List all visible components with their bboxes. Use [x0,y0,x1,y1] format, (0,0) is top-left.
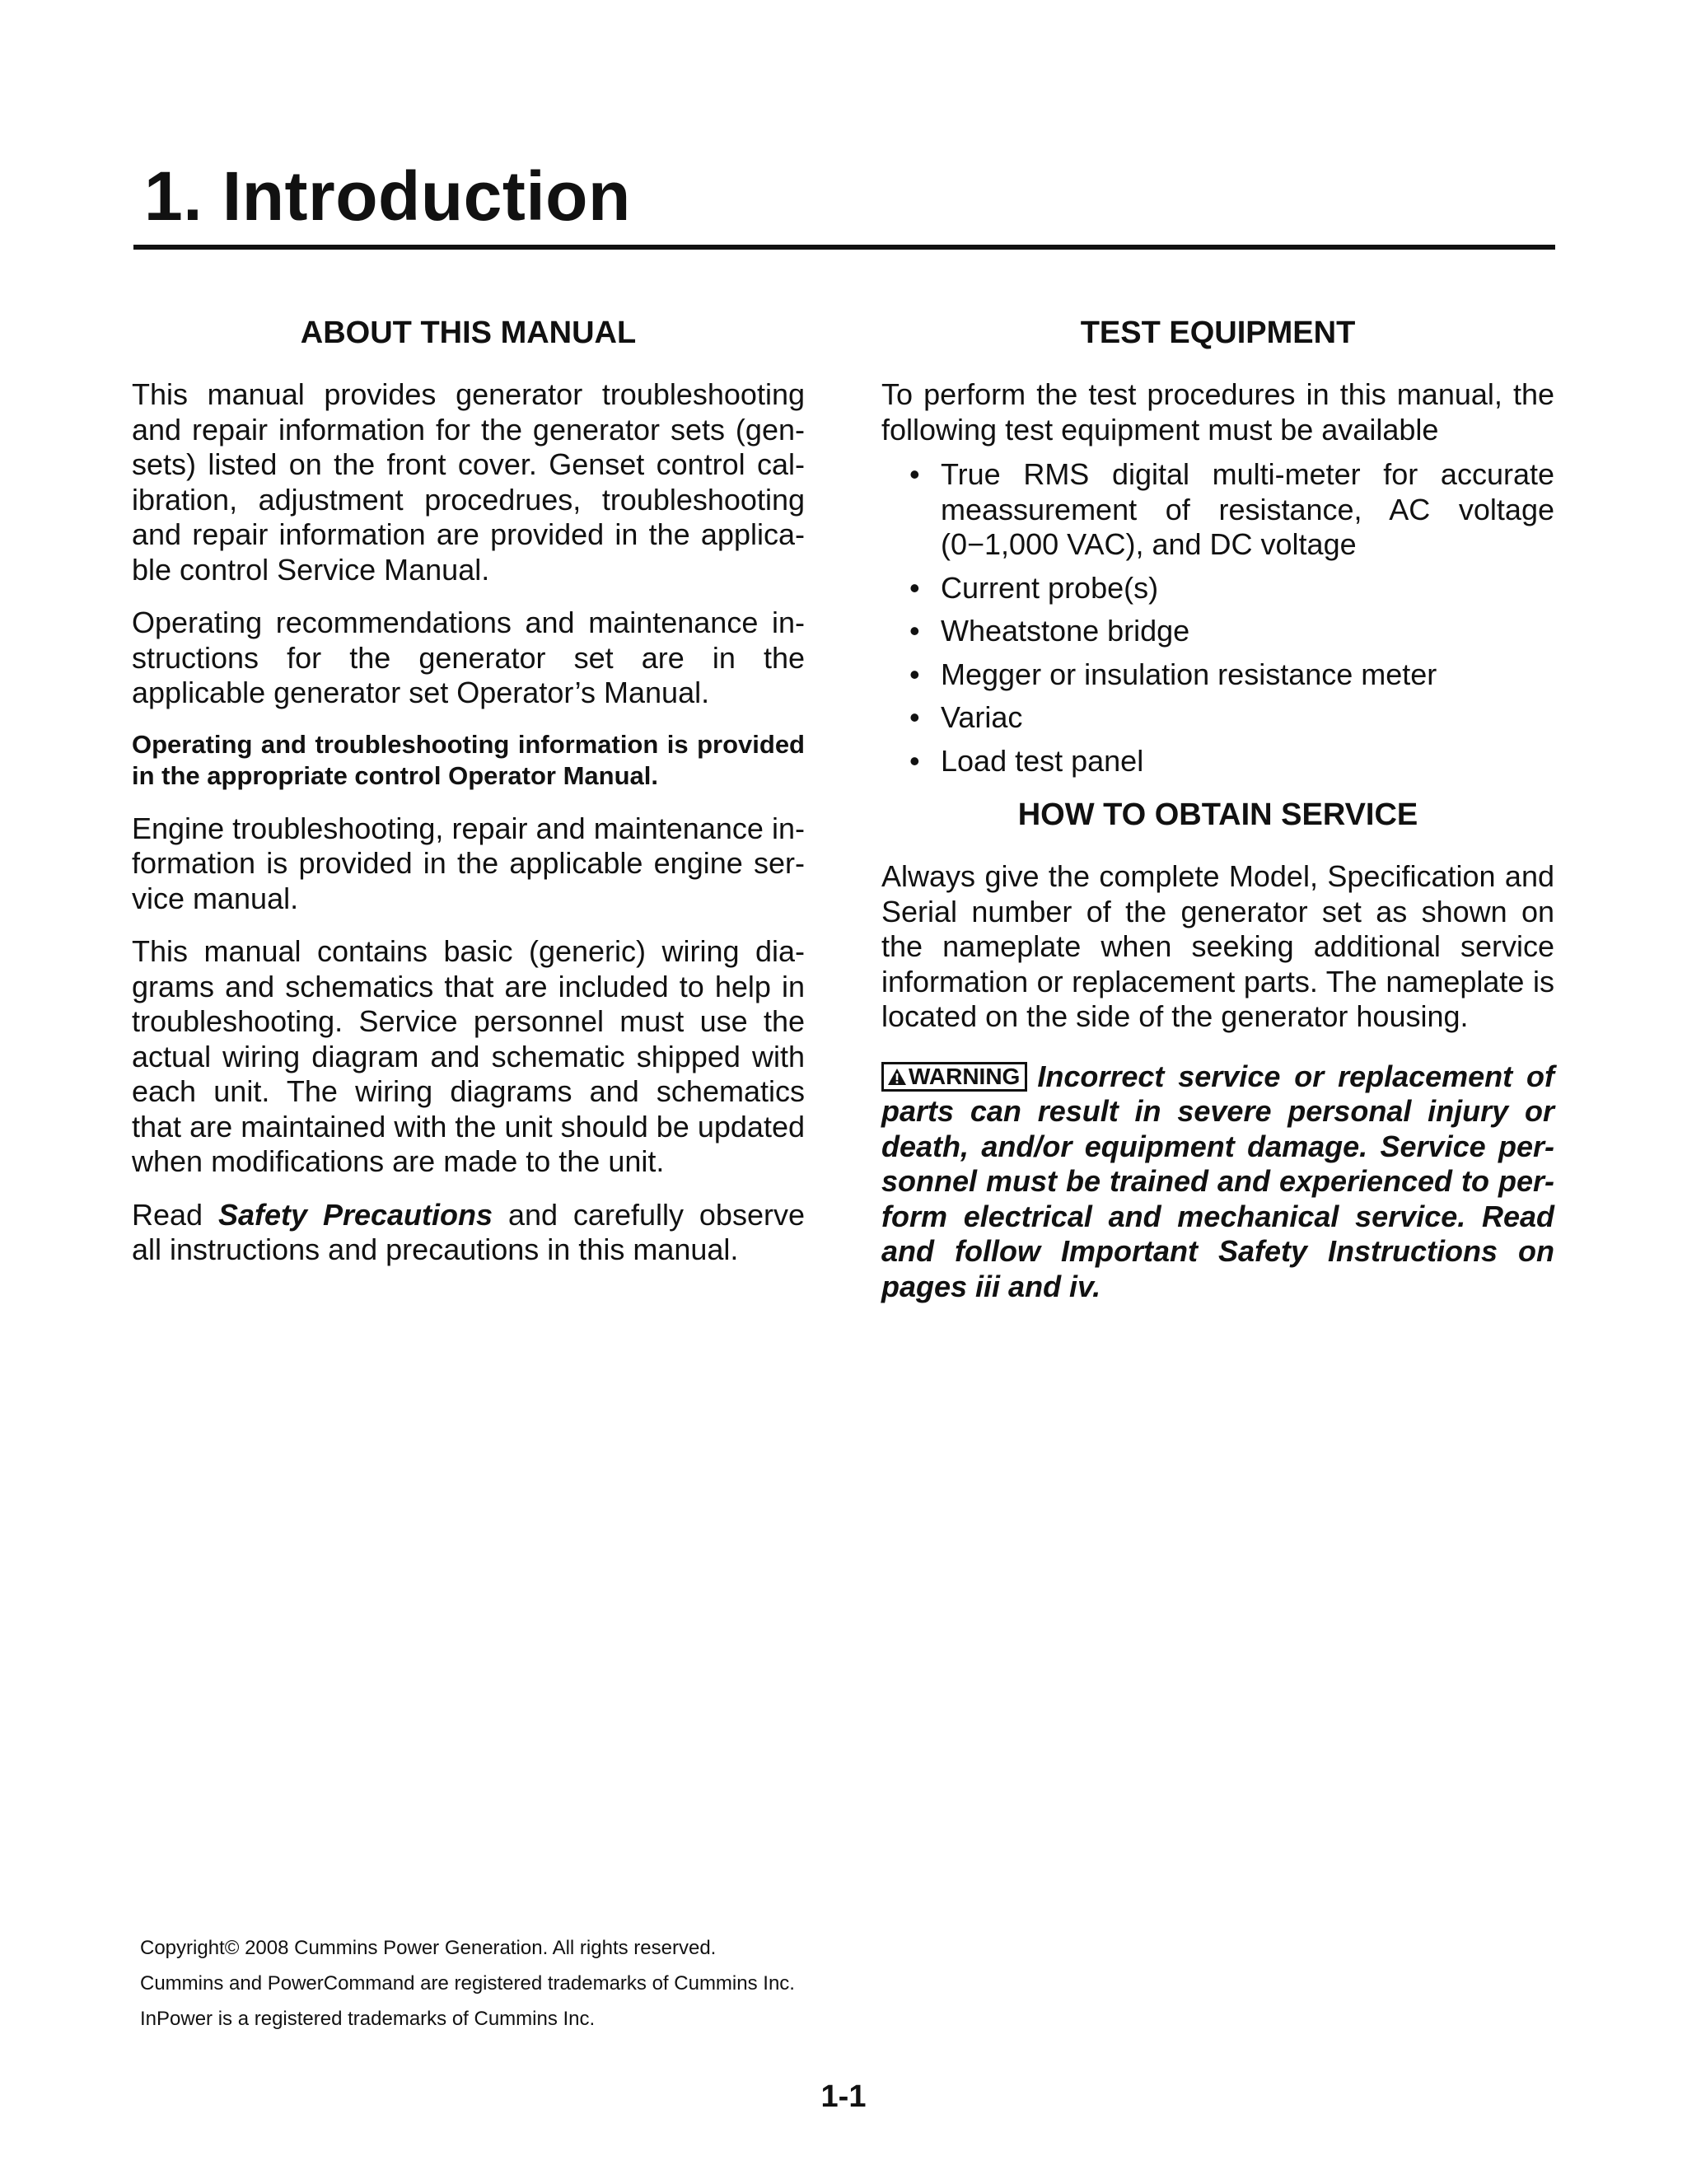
list-item [881,571,1554,606]
equipment-item-text: Current probe(s) [941,570,1159,605]
equipment-item-text: Megger or insulation resistance meter [941,657,1437,691]
bullet-icon: • [909,457,920,491]
list-item [881,744,1554,779]
safety-precautions-paragraph [132,1198,805,1268]
bullet-icon: • [909,614,920,648]
warning-notice [881,1059,1554,1305]
about-manual-column [132,313,805,1286]
obtain-service-heading: HOW TO OBTAIN SERVICE [1017,797,1418,832]
read-prefix: Read [132,1197,203,1232]
equipment-item-text: True RMS digital multi-meter for accurate meassurement of resistance, AC voltage (0−1,000 VAC), and DC voltage [941,457,1554,561]
list-item [881,700,1554,736]
equipment-item-text: Load test panel [941,743,1144,778]
page-title: 1. Introduction [144,157,631,235]
about-paragraph: This manual provides generator troubleshooting and repair information for the generator sets (gensets) listed on the front cover. Genset control calibration, adjustment procedrues, troubleshooting and repair information are provided in the applicable control Service Manual. [132,377,805,587]
bullet-icon: • [909,743,920,778]
test-equipment-column [881,313,1554,1334]
title-divider [133,245,1555,250]
warning-text: Incorrect service or replacement of parts can result in severe personal injury or death, and/or equipment damage. Service personnel must be trained and experienced to perform electrical and mechanical service. Read and follow Important Safety Instructions on pages iii and iv. [881,1059,1554,1303]
obtain-service-paragraph: Always give the complete Model, Specification and Serial number of the generator set as shown on the nameplate when seeking additional service information or replacement parts. The nameplate is located on the side of the generator housing. [881,859,1554,1033]
test-equipment-heading: TEST EQUIPMENT [1080,316,1356,350]
trademark-notice: InPower is a registered trademarks of Cummins Inc. [140,2008,596,2030]
read-suffix: and carefully observe all instructions and precautions in this manual. [132,1197,805,1266]
safety-precautions-reference: Safety Precautions [217,1197,493,1232]
operator-manual-note: Operating and troubleshooting information is provided in the appropriate control Operator Manual. [132,729,805,790]
about-manual-heading: ABOUT THIS MANUAL [300,316,637,350]
bullet-icon: • [909,570,920,605]
trademark-notice: Cummins and PowerCommand are registered trademarks of Cummins Inc. [140,1972,795,1995]
page-number: 1-1 [820,2079,867,2114]
about-paragraph: Operating recommendations and maintenance instructions for the generator set are in the applicable generator set Operator’s Manual. [132,606,805,709]
copyright-notice: Copyright© 2008 Cummins Power Generation. All rights reserved. [140,1937,717,1959]
warning-triangle-icon [887,1068,907,1086]
list-item [881,614,1554,649]
test-equipment-intro: To perform the test procedures in this manual, the following test equipment must be available [881,377,1554,447]
about-paragraph: Engine troubleshooting, repair and maintenance information is provided in the applicable engine service manual. [132,811,805,915]
bullet-icon: • [909,657,920,691]
warning-badge [881,1062,1027,1092]
bullet-icon: • [909,700,920,734]
list-item [881,657,1554,693]
about-paragraph: This manual contains basic (generic) wiring diagrams and schematics that are included to help in troubleshooting. Service personnel must use the actual wiring diagram and schematic shipped with each unit. The wiring diagrams and schematics that are maintained with the unit should be updated when modifications are made to the unit. [132,934,805,1178]
list-item [881,457,1554,563]
footer-legal-notes [140,1930,795,2037]
equipment-item-text: Variac [941,700,1023,734]
equipment-item-text: Wheatstone bridge [941,614,1190,648]
equipment-list [881,457,1554,779]
warning-label: WARNING [909,1063,1021,1089]
